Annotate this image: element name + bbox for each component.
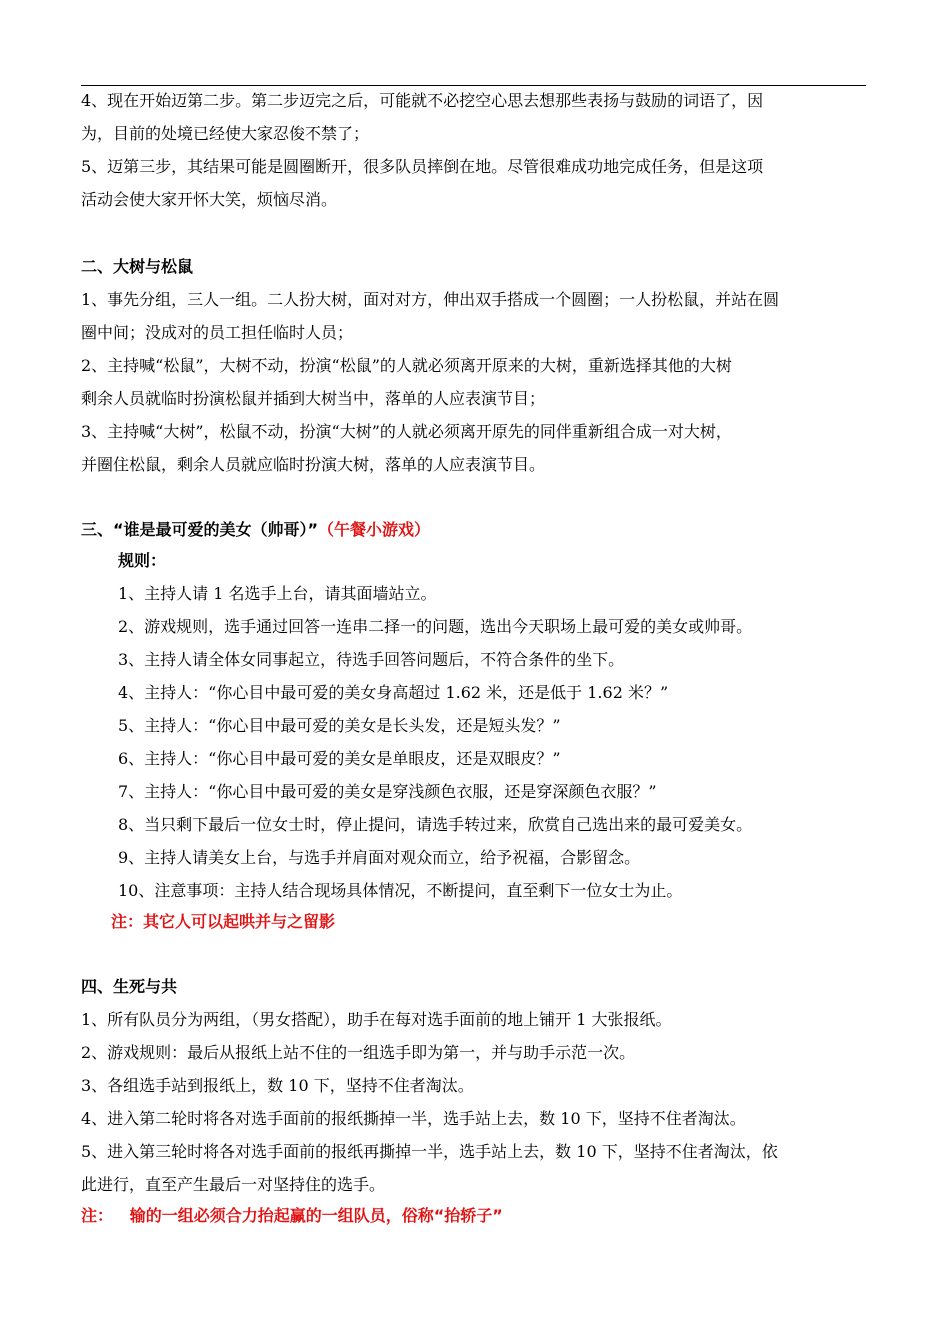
- section-4-line: 5、进入第三轮时将各对选手面前的报纸再撕掉一半，选手站上去，数 10 下，坚持不住者淘汰，依: [81, 1142, 778, 1161]
- rule-item: 1、主持人请 1 名选手上台，请其面墙站立。: [118, 584, 437, 603]
- section-4-line: 3、各组选手站到报纸上，数 10 下，坚持不住者淘汰。: [81, 1076, 474, 1095]
- rule-item: 9、主持人请美女上台，与选手并肩面对观众而立，给予祝福，合影留念。: [118, 848, 641, 867]
- section-3-title-tag: （午餐小游戏）: [318, 520, 431, 539]
- rule-item: 5、主持人：“你心目中最可爱的美女是长头发，还是短头发？”: [118, 716, 561, 735]
- section-2-line: 2、主持喊“松鼠”，大树不动，扮演“松鼠”的人就必须离开原来的大树，重新选择其他的大树: [81, 356, 732, 375]
- rule-item: 3、主持人请全体女同事起立，待选手回答问题后，不符合条件的坐下。: [118, 650, 625, 669]
- header-rule: [81, 85, 866, 86]
- section-2-line: 圈中间；没成对的员工担任临时人员；: [81, 323, 354, 342]
- section-2-line: 1、事先分组，三人一组。二人扮大树，面对对方，伸出双手搭成一个圆圈；一人扮松鼠，并站在圆: [81, 290, 780, 309]
- rule-item: 4、主持人：“你心目中最可爱的美女身高超过 1.62 米，还是低于 1.62 米？”: [118, 683, 669, 702]
- section-4-line: 4、进入第二轮时将各对选手面前的报纸撕掉一半，选手站上去，数 10 下，坚持不住者淘汰。: [81, 1109, 746, 1128]
- section-2-title: 二、大树与松鼠: [81, 257, 194, 276]
- section-4-line: 2、游戏规则：最后从报纸上站不住的一组选手即为第一，并与助手示范一次。: [81, 1043, 636, 1062]
- rule-item: 8、当只剩下最后一位女士时，停止提问，请选手转过来，欣赏自己选出来的最可爱美女。: [118, 815, 753, 834]
- section-4-note: 注： 输的一组必须合力抬起赢的一组队员，俗称“抬轿子”: [81, 1206, 503, 1225]
- section-3-title: 三、“谁是最可爱的美女（帅哥）”: [81, 520, 319, 539]
- section-4-line: 此进行，直至产生最后一对坚持住的选手。: [81, 1175, 386, 1194]
- rule-item: 7、主持人：“你心目中最可爱的美女是穿浅颜色衣服，还是穿深颜色衣服？”: [118, 782, 657, 801]
- rule-item: 6、主持人：“你心目中最可爱的美女是单眼皮，还是双眼皮？”: [118, 749, 561, 768]
- section-4-line: 1、所有队员分为两组，（男女搭配），助手在每对选手面前的地上铺开 1 大张报纸。: [81, 1010, 672, 1029]
- intro-line: 为，目前的处境已经使大家忍俊不禁了；: [81, 124, 370, 143]
- section-2-line: 并圈住松鼠，剩余人员就应临时扮演大树，落单的人应表演节目。: [81, 455, 546, 474]
- section-3-heading: [81, 520, 430, 540]
- section-3-note: 注：其它人可以起哄并与之留影: [111, 912, 336, 931]
- intro-line: 4、现在开始迈第二步。第二步迈完之后，可能就不必挖空心思去想那些表扬与鼓励的词语了，因: [81, 91, 764, 110]
- rule-item: 10、注意事项：主持人结合现场具体情况，不断提问，直至剩下一位女士为止。: [118, 881, 683, 900]
- section-2-line: 剩余人员就临时扮演松鼠并插到大树当中，落单的人应表演节目；: [81, 389, 546, 408]
- rule-item: 2、游戏规则，选手通过回答一连串二择一的问题，选出今天职场上最可爱的美女或帅哥。: [118, 617, 753, 636]
- intro-line: 5、迈第三步，其结果可能是圆圈断开，很多队员摔倒在地。尽管很难成功地完成任务，但是这项: [81, 157, 764, 176]
- section-2-line: 3、主持喊“大树”，松鼠不动，扮演“大树”的人就必须离开原先的同伴重新组合成一对大树，: [81, 422, 732, 441]
- rules-label: 规则：: [118, 551, 167, 570]
- section-4-title: 四、生死与共: [81, 977, 178, 996]
- intro-line: 活动会使大家开怀大笑，烦恼尽消。: [81, 190, 338, 209]
